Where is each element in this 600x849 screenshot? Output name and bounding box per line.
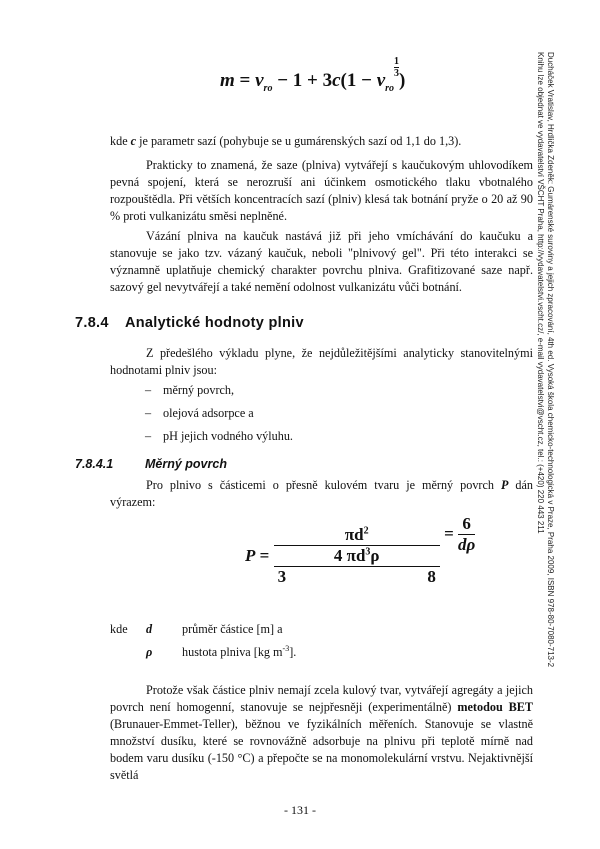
formula-m-exp-num: 1 — [394, 56, 400, 68]
paragraph-bet-b: (Brunauer-Emmet-Teller), běžnou ve fyzikálních měřeních. Stanovuje se vlastně množství dusíku, které se rovnovážně adsorbuje na plnivu při teplotě mírně nad bodem varu dusíku (-150 °C) a přepočte se na monomolekulární vrstvu. Nejaktivnější světlá — [110, 717, 533, 782]
subsection-intro-a: Pro plnivo s částicemi o přesně kulovém tvaru je měrný povrch — [146, 478, 501, 492]
paragraph-kde-c-text: je parametr sazí (pohybuje se u gumárenských sazí od 1,1 do 1,3). — [136, 134, 462, 148]
formula-p-eq2: = — [439, 524, 459, 543]
formula-p-bot-b: 8 — [427, 567, 436, 586]
formula-m-paren-open: (1 − — [340, 70, 377, 91]
formula-m-sub2: ro — [385, 82, 395, 94]
formula-m-c: c — [332, 70, 341, 91]
symbol-c: c — [130, 134, 137, 148]
formula-p-inner-num — [330, 546, 384, 566]
variable-row-rho — [110, 644, 296, 666]
list-item: – pH jejich vodného výluhu. — [145, 429, 293, 443]
list-item-text: olejová adsorpce a — [163, 406, 254, 420]
variable-row-d — [110, 622, 296, 644]
subsection-intro — [110, 477, 533, 511]
formula-m-paren-close: ) — [399, 70, 406, 91]
section-title: Analytické hodnoty plniv — [125, 315, 304, 331]
formula-m-v: v — [255, 70, 264, 91]
method-bet: metodou BET — [457, 700, 533, 714]
paragraph-bet — [110, 682, 533, 784]
paragraph-vazani: Vázání plniva na kaučuk nastává již při jeho vmíchávání do kaučuku a stanovuje se jako tzv. vázaný kaučuk, neboli "plnivový gel". Při této interakci se významně uplatňuje chemický charakter povrchu plniva. Grafitizované saze např. sazový gel nevytvářejí a také nemění odolnost vulkanizátu vůči botnání. — [110, 229, 533, 294]
page-number: - 131 - — [284, 803, 316, 817]
formula-p-bot-a: 3 — [277, 567, 287, 586]
list-item-text: měrný povrch, — [163, 383, 235, 397]
variable-d-desc: průměr částice [m] a — [182, 622, 283, 636]
subsection-title: Měrný povrch — [145, 457, 227, 471]
formula-p-mid-b: πd — [346, 546, 366, 565]
section-heading — [75, 315, 304, 331]
variable-rho-desc-exp: -3 — [282, 644, 290, 653]
variable-d-symbol: d — [146, 622, 153, 636]
formula-p-numerator — [341, 525, 373, 545]
formula-p-num-pid: πd — [344, 525, 364, 544]
formula-m-lhs: m — [220, 70, 235, 91]
section-number: 7.8.4 — [75, 315, 109, 331]
variable-rho-desc-b: ]. — [289, 645, 297, 660]
formula-m-v2: v — [376, 70, 386, 91]
kde-word: kde — [110, 134, 128, 148]
list-item-text: pH jejich vodného výluhu. — [163, 429, 293, 443]
formula-p-right-num: 6 — [462, 513, 471, 533]
formula-p-mid-rho: ρ — [370, 546, 380, 565]
symbol-p: P — [500, 478, 509, 492]
variable-rho-symbol: ρ — [146, 645, 153, 660]
formula-p-lhs: P — [245, 546, 256, 565]
list-item: – měrný povrch, — [145, 383, 235, 397]
subsection-number: 7.8.4.1 — [75, 457, 114, 471]
formula-p — [245, 513, 476, 587]
side-note-line2: Knihu lze objednat ve vydavatelství VŠCHT Praha, http://vydavatelstvi.vscht.cz/, e-mail vydavatelstvi@vscht.cz, tel.: (+420) 220 443 211 — [536, 52, 545, 534]
formula-p-mid-a: 4 — [333, 546, 343, 565]
variables-kde: kde — [110, 622, 128, 636]
formula-p-num-exp: 2 — [363, 525, 369, 537]
formula-p-main-fraction — [274, 525, 440, 587]
variables-legend — [110, 622, 296, 666]
side-note-line1: Ducháček Vratislav, Hrdlička Zdeněk: Gumárenské suroviny a jejich zpracování, 4th ed. Vysoká škola chemicko-technologická v Praze, Praha 2009, ISBN 978-80-7080-713-2 — [546, 52, 555, 668]
formula-p-right-den: dρ — [458, 534, 476, 554]
formula-m — [220, 56, 406, 94]
side-note — [535, 52, 555, 797]
formula-p-denominator — [274, 546, 440, 587]
variable-rho-desc-a: hustota plniva [kg m — [182, 645, 283, 660]
formula-p-right-fraction — [458, 514, 475, 555]
formula-p-eq1: = — [255, 546, 274, 565]
formula-m-mid: − 1 + 3 — [272, 70, 333, 91]
subsection-heading — [75, 457, 227, 471]
formula-p-mid-exp: 3 — [365, 546, 371, 558]
paragraph-prakticky: Prakticky to znamená, že saze (plniva) vytvářejí s kaučukovým uhlovodíkem pevná spojení, která se nerozruší ani účinkem osmotického tlaku vbotnalého rozpouštědla. Při větších koncentracích sazí (plniv) klesá tak botnání pryže o 20 až 90 % proti vulkanizátu směsi neplněné. — [110, 158, 533, 223]
section-intro: Z předešlého výkladu plyne, že nejdůležitějšími analyticky stanovitelnými hodnotami plniv jsou: — [110, 346, 533, 377]
paragraph-kde-c — [110, 133, 533, 150]
formula-m-exp-den: 3 — [394, 68, 400, 80]
paragraph-bet-a: Protože však částice plniv nemají zcela kulový tvar, vytvářejí agregáty a jejich povrch není homogenní, stanovuje se nejpřesněji (experimentálně) — [110, 683, 533, 714]
list-item: – olejová adsorpce a — [145, 406, 254, 420]
formula-m-sub: ro — [263, 82, 273, 94]
formula-m-exponent — [394, 56, 399, 79]
subsection-intro-b: dán výrazem: — [110, 478, 533, 509]
formula-p-inner-den — [274, 567, 440, 587]
analytic-values-list — [145, 383, 293, 452]
formula-m-eq: = — [234, 70, 256, 91]
